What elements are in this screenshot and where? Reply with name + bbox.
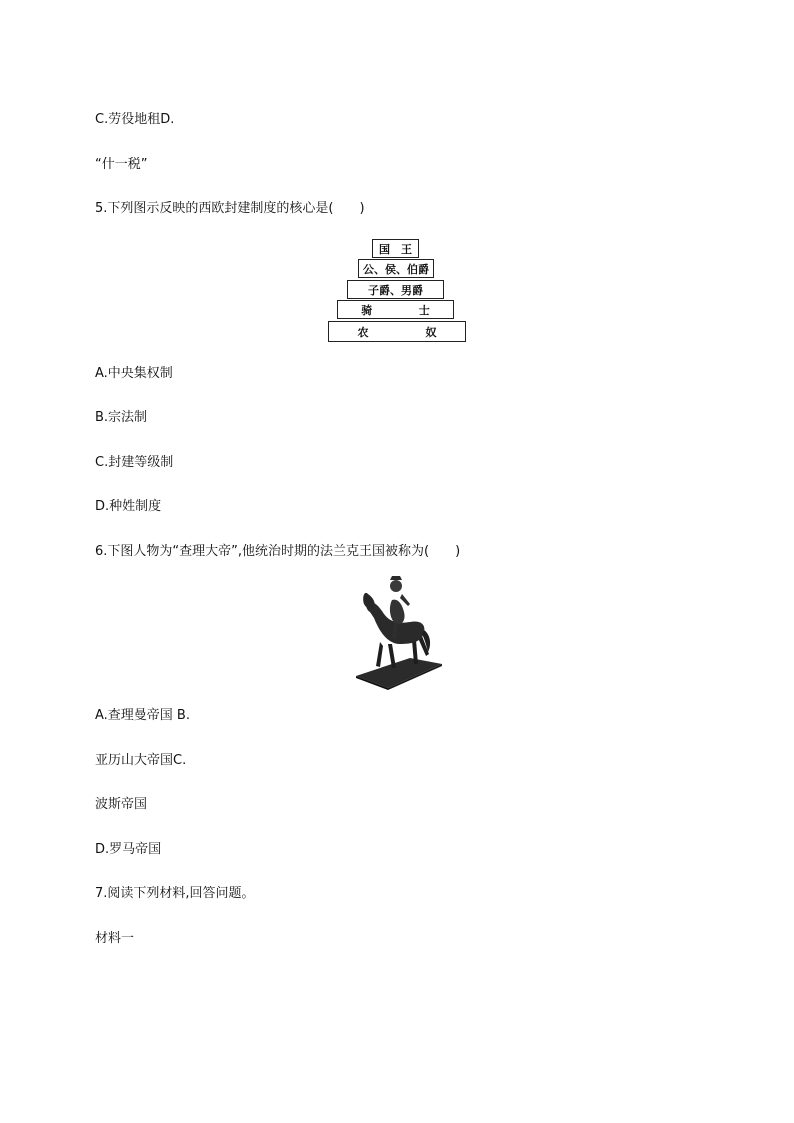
text-line-tithe: “什一税” [95, 157, 148, 172]
text-line-option-c-d: C.劳役地租D. [95, 112, 175, 127]
option-5b: B.宗法制 [95, 410, 148, 425]
tier-serfs-label-1: 农 [357, 325, 369, 339]
tier-lesser-nobles [347, 280, 444, 299]
material-1-label: 材料一 [95, 931, 135, 946]
tier-king [372, 239, 419, 258]
tier-serfs-label-2: 奴 [425, 325, 437, 339]
tier-serfs [328, 321, 466, 342]
option-5c: C.封建等级制 [95, 455, 174, 470]
option-6c: 波斯帝国 [95, 797, 148, 812]
question-7: 7.阅读下列材料,回答问题。 [95, 886, 255, 901]
option-6d: D.罗马帝国 [95, 842, 162, 857]
tier-knights-label-1: 骑 [361, 303, 373, 317]
question-6: 6.下图人物为“查理大帝”,他统治时期的法兰克王国被称为( ) [95, 544, 461, 559]
option-6a: A.查理曼帝国 B. [95, 708, 190, 723]
tier-nobles-label: 公、侯、伯爵 [363, 262, 429, 276]
option-5d: D.种姓制度 [95, 499, 162, 514]
question-5: 5.下列图示反映的西欧封建制度的核心是( ) [95, 201, 365, 216]
tier-nobles [358, 259, 434, 278]
tier-king-label: 国 王 [379, 242, 412, 256]
charlemagne-statue-image [352, 572, 444, 690]
tier-lesser-nobles-label: 子爵、男爵 [368, 283, 423, 297]
option-6b: 亚历山大帝国C. [95, 753, 187, 768]
option-5a: A.中央集权制 [95, 366, 173, 381]
tier-knights-label-2: 士 [418, 303, 430, 317]
tier-knights [337, 300, 454, 319]
